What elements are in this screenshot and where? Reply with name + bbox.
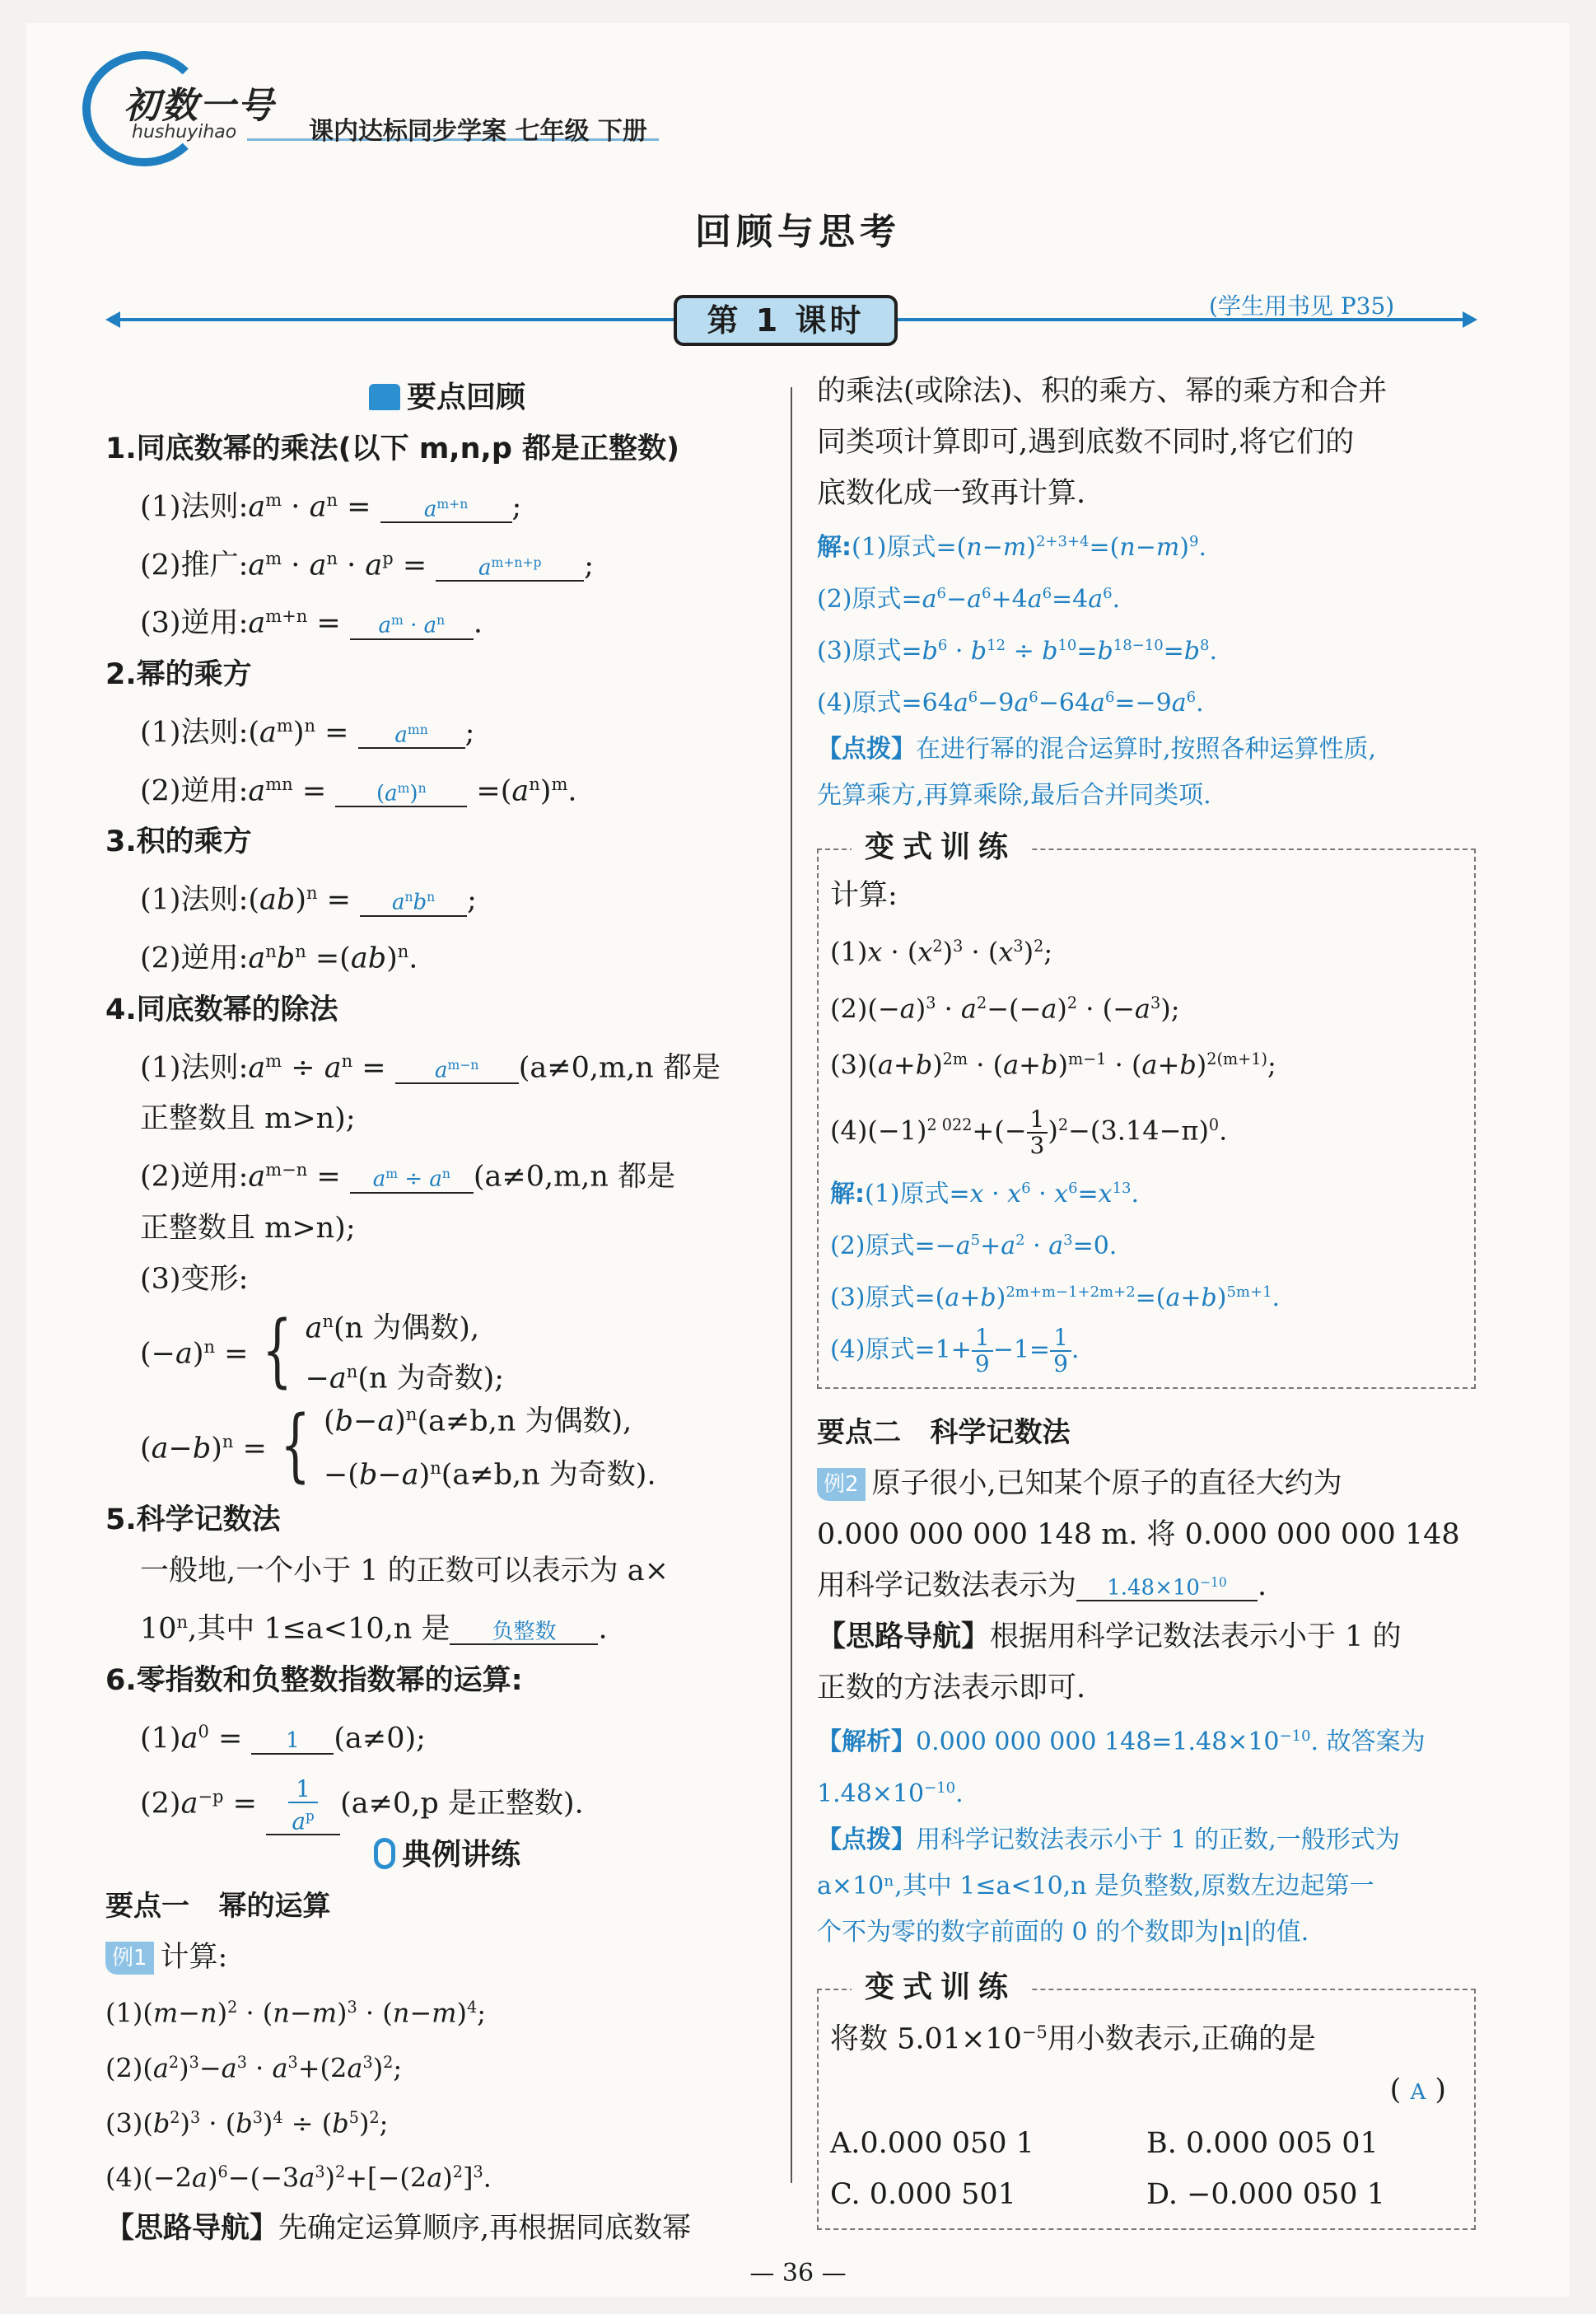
example-2-analysis: 【解析】0.000 000 000 $148=1.48\times 10^{-10}$. 故答案为 $1.48\times 10^{-10}$. 【点拨】用科学记数法表示小于 1 的正数,一般形式为 a×10ⁿ,其中 1≤a<10,n 是负整数,原数左边起第一 个不为零的数字前面的 0 的个数即为|n|的值. [817,1727,1426,1947]
microphone-icon [374,1838,395,1869]
example-1-thinking: 【思路导航】先确定运算顺序,再根据同底数幂 [105,2211,692,2245]
variant-1-q4: $(4)(-1)^{2 022}+(-$ $\frac{1}{3}$ )$^2-(3.14-\pi)^0$. [830,1106,1228,1160]
page-title: 回顾与思考 [695,211,901,253]
key-point-1: 要点一 幂的运算 [105,1890,331,1924]
example-1-thinking-b: 的乘法(或除法)、积的乘方、幂的乘方和合并 [817,375,1388,408]
right-column [817,366,1476,2230]
rule-4-1-cont: 正整数且 m>n); [140,1102,356,1136]
section-heading-examples: 典例讲练 [105,1830,789,1881]
example-2-q-a: 例2 原子很小,已知某个原子的直径大约为 [817,1458,1476,1509]
rule-2-2: (2)逆用$:a^{mn} = (a^m)^n =(a^n)^m$. [140,774,577,808]
variant-training-2 [817,1970,1476,2231]
variant-1-solution: 解:(1)原式$=x \cdot x^6 \cdot x^6=x^{13}$. (2)原式$=-a^5+a^2 \cdot a^3=0$. (3)原式$=(a+b)^{2m+m-1+2m+2}=(a+b)^{5m+1}$. (4)原式=1+ $\frac{1}{9}$ −1= $\frac{1}{9}$ . [830,1179,1281,1377]
rule-4-3: (3)变形: [140,1262,249,1296]
example-1-q3: $(3)(b^2)^3 \cdot (b^3)^4 \div (b^5)^2$; [105,2107,389,2139]
book-icon [369,384,400,410]
rule-1-2: (2)推广$:a^m \cdot a^n \cdot a^p = a^{m+n+p}$ ; [140,548,595,582]
book-subtitle: 课内达标同步学案 七年级 下册 [309,117,647,146]
left-column [105,372,789,2254]
option-d: D. −0.000 050 1 [1146,2178,1385,2212]
key-point-2: 要点二 科学记数法 [817,1415,1071,1449]
review-item-3: 3.积的乘方 [105,825,252,859]
review-item-1: 1.同底数幂的乘法(以下 m,n,p 都是正整数) [105,432,680,465]
rule-4-3-case-a: $(-a)^n$ = { $a^n(n$ 为偶数), $-a^n(n$ 为奇数); [140,1303,505,1396]
example-tag: 例2 [817,1468,866,1501]
review-item-5: 5.科学记数法 [105,1503,281,1536]
variant-title: 变式训练 [852,1962,1029,2013]
variant-training-1 [817,830,1476,1389]
example-2-q-c: 用科学记数法表示为 $1.48\times 10^{-10}$ . [817,1568,1267,1602]
rule-5-b: 10$^n$,其中 1≤a<10,n 是 负整数 . [140,1611,608,1646]
example-1-solution: 解:(1)原式$=(n-m)^{2+3+4}=(n-m)^9$. (2)原式$=a^6-a^6+4a^6=4a^6$. (3)原式$=b^6 \cdot b^{12} \div b^{10}=b^{18-10}=b^8$. (4)原式$=64a^6-9a^6-64a^6=-9a^6$. 【点拨】在进行幂的混合运算时,按照各种运算性质, 先算乘方,再算乘除,最后合并同类项. [817,533,1377,810]
variant-1-prompt: 计算: [830,879,898,912]
example-1-prompt: 例1 计算: [105,1932,789,1983]
variant-2-question: 将数 $5.01\times 10^{-5}$用小数表示,正确的是 [830,2022,1317,2056]
lesson-reference: (学生用书见 P35) [1209,292,1395,320]
review-item-2: 2.幂的乘方 [105,657,252,691]
example-1-q2: $(2)(a^2)^3-a^3 \cdot a^3+(2a^3)^2$; [105,2052,403,2084]
rule-3-2: (2)逆用$:a^nb^n =(ab)^n$. [140,941,418,975]
variant-1-q2: $(2)(-a)^3 \cdot a^2-(-a)^2 \cdot (-a^3)$; [830,993,1180,1025]
example-1-q4: $(4)(-2a)^6-(-3a^3)^2+[-(2a)^2]^3$. [105,2162,492,2194]
rule-6-2: $(2)a^{-p}$ = $\frac{1}{a^p}$ (a≠0,p 是正整数). [140,1774,584,1835]
rule-1-1: (1)法则$:a^m \cdot a^n = a^{m+n}$ ; [140,490,522,524]
rule-2-1: (1)法则$:(a^m)^n = a^{mn}$ ; [140,715,475,750]
variant-2-options [830,2118,1463,2220]
review-item-6: 6.零指数和负整数指数幂的运算: [105,1663,523,1697]
logo-title: 初数一号 [124,85,275,127]
rule-5-a: 一般地,一个小于 1 的正数可以表示为 a× [140,1554,669,1587]
rule-4-2: (2)逆用$:a^{m-n} = a^m \div a^n$ (a≠0,m,n 都是 [140,1160,676,1194]
arrow-right-icon [1463,311,1477,328]
logo-pinyin: hushuyihao [132,122,237,143]
column-divider [791,387,792,2183]
variant-2-answer: ( A ) [1389,2073,1446,2107]
lesson-label: 第 1 课时 [674,295,898,346]
option-a: A.0.000 050 1 [830,2127,1034,2161]
rule-4-2-cont: 正整数且 m>n); [140,1211,356,1245]
example-2-thinking: 【思路导航】根据用科学记数法表示小于 1 的 [817,1620,1402,1653]
variant-1-q1: $(1)x \cdot (x^2)^3 \cdot (x^3)^2$; [830,936,1053,968]
example-1-thinking-d: 底数化成一致再计算. [817,477,1086,510]
rule-4-1: (1)法则$:a^m \div a^n = a^{m-n}$ (a≠0,m,n 都是 [140,1050,721,1085]
rule-1-3: (3)逆用$:a^{m+n} = a^m \cdot a^n$ . [140,606,483,640]
example-1-thinking-c: 同类项计算即可,遇到底数不同时,将它们的 [817,426,1355,459]
example-tag: 例1 [105,1942,154,1975]
section-heading-review: 要点回顾 [105,372,789,423]
rule-4-3-case-b: $(a-b)^n$ = { $(b-a)^n(a\ne b,n$ 为偶数), $-(b-a)^n(a\ne b,n$ 为奇数). [140,1398,656,1492]
variant-1-q3: $(3)(a+b)^{2m} \cdot (a+b)^{m-1} \cdot (a+b)^{2(m+1)}$; [830,1049,1276,1081]
example-2-q-b: 0.000 000 000 148 m. 将 0.000 000 000 148 [817,1517,1460,1551]
example-2-thinking-b: 正数的方法表示即可. [817,1671,1086,1704]
variant-title: 变式训练 [852,822,1029,873]
option-c: C. 0.000 501 [830,2178,1016,2212]
review-item-4: 4.同底数幂的除法 [105,993,338,1026]
rule-6-1: $(1)a^0 = 1$ (a≠0); [140,1721,426,1755]
option-b: B. 0.000 005 01 [1146,2127,1379,2161]
rule-3-1: (1)法则:(ab)$^n$ = $a^nb^n$ ; [140,883,477,917]
example-1-q1: $(1)(m-n)^2 \cdot (n-m)^3 \cdot (n-m)^4$; [105,1997,486,2029]
page-number: — 36 — [749,2259,847,2288]
